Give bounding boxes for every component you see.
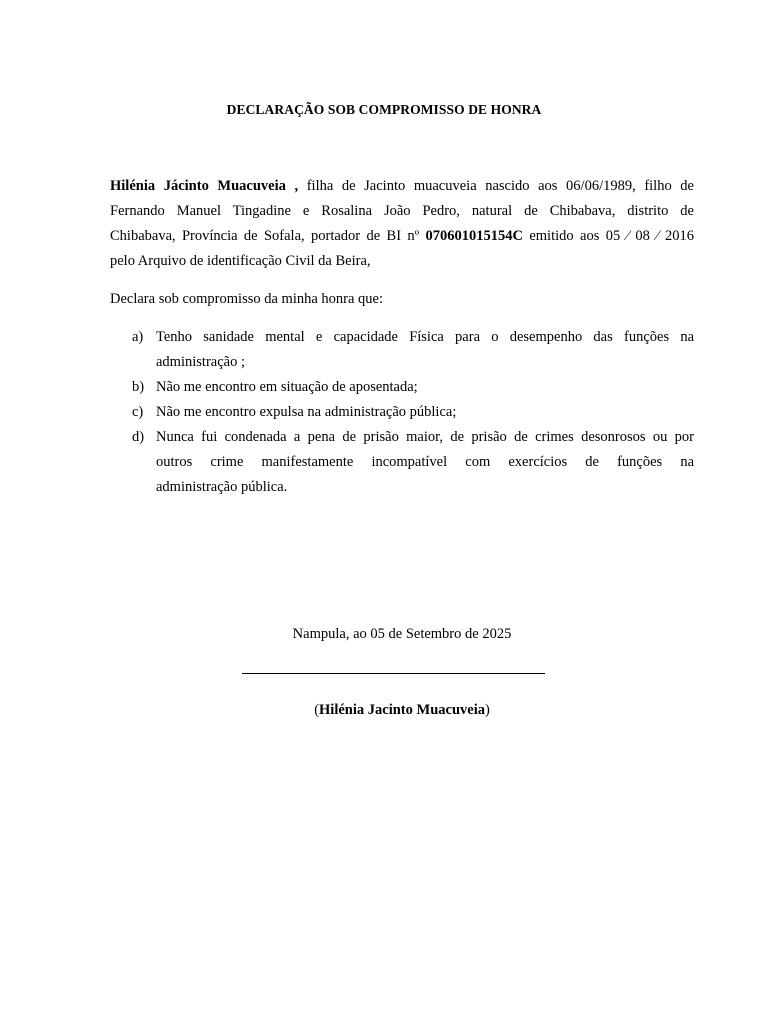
intro-line-1-text: filha de Jacinto muacuveia nascido aos 06/06/1989, filho de bbox=[298, 178, 694, 194]
declaration-list bbox=[110, 325, 694, 500]
list-item-line: outros crime manifestamente incompatível com exercícios de funções na bbox=[156, 454, 694, 470]
list-item-line: Não me encontro em situação de aposentada; bbox=[156, 379, 418, 395]
signature-name: Hilénia Jacinto Muacuveia bbox=[319, 702, 485, 718]
document-title: DECLARAÇÃO SOB COMPROMISSO DE HONRA bbox=[226, 102, 542, 117]
place-and-date: Nampula, ao 05 de Setembro de 2025 bbox=[292, 626, 512, 642]
signature-block bbox=[0, 702, 768, 719]
signature-close-paren: ) bbox=[484, 702, 490, 718]
list-item bbox=[110, 325, 694, 375]
bi-number: 070601015154C bbox=[425, 228, 523, 244]
declarant-name: Hilénia Jácinto Muacuveia , bbox=[110, 178, 299, 194]
list-marker: b) bbox=[132, 379, 145, 395]
declaration-statement: Declara sob compromisso da minha honra que: bbox=[110, 291, 384, 307]
list-item bbox=[110, 375, 694, 400]
intro-line-3-text: Chibabava, Província de Sofala, portador de BI nº bbox=[110, 228, 426, 244]
bi-issue-date: emitido aos 05 ⁄ 08 ⁄ 2016 bbox=[522, 228, 694, 244]
signature-open-paren: ( bbox=[314, 702, 320, 718]
list-item-line: administração ; bbox=[156, 354, 245, 370]
list-item-line: Não me encontro expulsa na administração pública; bbox=[156, 404, 457, 420]
list-marker: d) bbox=[132, 429, 145, 445]
intro-line-2: Fernando Manuel Tingadine e Rosalina João Pedro, natural de Chibabava, distrito de bbox=[110, 203, 694, 219]
list-item bbox=[110, 400, 694, 425]
list-item-line: Nunca fui condenada a pena de prisão maior, de prisão de crimes desonrosos ou por bbox=[156, 429, 694, 445]
intro-line-1 bbox=[110, 174, 694, 199]
list-marker: c) bbox=[132, 404, 144, 420]
intro-line-3 bbox=[110, 224, 694, 249]
list-item-line: administração pública. bbox=[156, 479, 288, 495]
list-marker: a) bbox=[132, 329, 144, 345]
intro-paragraph bbox=[110, 174, 694, 274]
intro-line-4: pelo Arquivo de identificação Civil da Beira, bbox=[110, 253, 371, 269]
list-item bbox=[110, 425, 694, 500]
list-item-line: Tenho sanidade mental e capacidade Física para o desempenho das funções na bbox=[156, 329, 694, 345]
signature-line bbox=[242, 673, 545, 674]
